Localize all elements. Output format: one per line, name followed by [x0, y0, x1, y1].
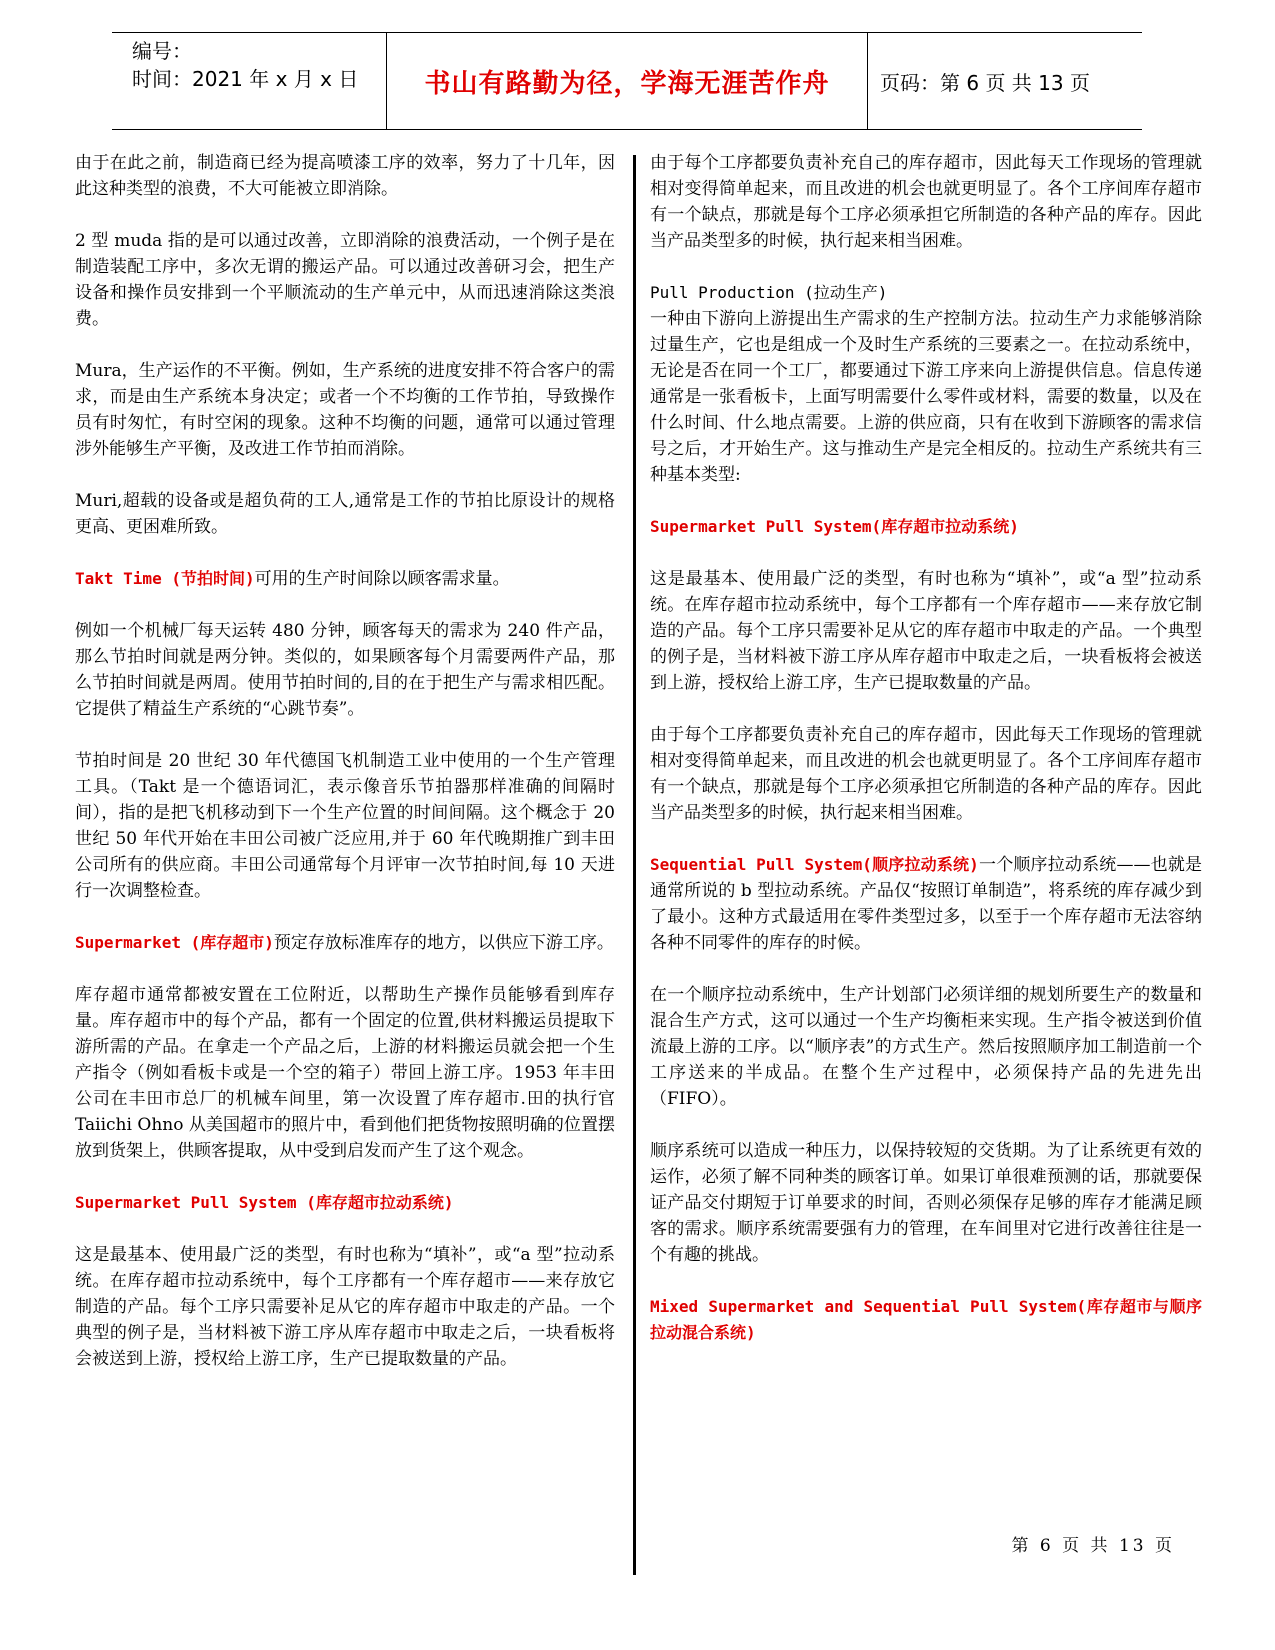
paragraph: 库存超市通常都被安置在工位附近，以帮助生产操作员能够看到库存量。库存超市中的每个产品，都有一个固定的位置,供材料搬运员提取下游所需的产品。在拿走一个产品之后，上游的材料搬运员就会把一个生产指令（例如看板卡或是一个空的箱子）带回上游工序。1953 年丰田公司在丰田市总厂的机械车间里，第一次设置了库存超市.田的执行官 Taiichi Ohno 从美国超市的照片中，看到他们把货物按照明确的位置摆放到货架上，供顾客提取，从中受到启发而产生了这个观念。 [75, 985, 615, 1161]
paragraph: 例如一个机械厂每天运转 480 分钟，顾客每天的需求为 240 件产品，那么节拍时间就是两分钟。类似的，如果顾客每个月需要两件产品，那么节拍时间就是两周。使用节拍时间的,目的在于把生产与需求相匹配。它提供了精益生产系统的“心跳节奏”。 [75, 621, 615, 719]
page-footer: 第 6 页 共 13 页 [1011, 1536, 1175, 1556]
paragraph: Muri,超载的设备或是超负荷的工人,通常是工作的节拍比原设计的规格更高、更困难所致。 [75, 491, 615, 537]
paragraph [650, 852, 1202, 956]
header-meta [112, 33, 386, 129]
header-page-cell [868, 33, 1142, 129]
header-time: 时间：2021 年 x 月 x 日 [132, 67, 359, 91]
paragraph: 由于在此之前，制造商已经为提高喷漆工序的效率，努力了十几年，因此这种类型的浪费，不大可能被立即消除。 [75, 153, 615, 199]
paragraph: 节拍时间是 20 世纪 30 年代德国飞机制造工业中使用的一个生产管理工具。（Takt 是一个德语词汇，表示像音乐节拍器那样准确的间隔时间），指的是把飞机移动到下一个生产位置的时间间隔。这个概念于 20 世纪 50 年代开始在丰田公司被广泛应用,并于 60 年代晚期推广到丰田公司所有的供应商。丰田公司通常每个月评审一次节拍时间,每 10 天进行一次调整检查。 [75, 751, 615, 901]
term-supermarket-pull-system: Supermarket Pull System(库存超市拉动系统) [650, 517, 1019, 536]
paragraph [650, 514, 1202, 540]
paragraph [75, 566, 615, 592]
paragraph [75, 930, 615, 956]
paragraph: 由于每个工序都要负责补充自己的库存超市，因此每天工作现场的管理就相对变得简单起来，而且改进的机会也就更明显了。各个工序间库存超市有一个缺点，那就是每个工序必须承担它所制造的各种产品的库存。因此当产品类型多的时候，执行起来相当困难。 [650, 153, 1202, 251]
header-number: 编号： [132, 39, 192, 63]
term-sequential-pull-system: Sequential Pull System(顺序拉动系统) [650, 855, 979, 874]
header-motto-cell [386, 33, 868, 129]
term-definition: 一个顺序拉动系统——也就是通常所说的 b 型拉动系统。产品仅“按照订单制造”，将系统的库存减少到了最小。这种方式最适用在零件类型过多，以至于一个库存超市无法容纳各种不同零件的库存的时候。 [650, 855, 1202, 953]
paragraph: 这是最基本、使用最广泛的类型，有时也称为“填补”，或“a 型”拉动系统。在库存超市拉动系统中，每个工序都有一个库存超市——来存放它制造的产品。每个工序只需要补足从它的库存超市中取走的产品。一个典型的例子是，当材料被下游工序从库存超市中取走之后，一块看板将会被送到上游，授权给上游工序，生产已提取数量的产品。 [75, 1245, 615, 1369]
paragraph [650, 1294, 1202, 1346]
paragraph: 顺序系统可以造成一种压力，以保持较短的交货期。为了让系统更有效的运作，必须了解不同种类的顾客订单。如果订单很难预测的话，那就要保证产品交付期短于订单要求的时间，否则必须保存足够的库存才能满足顾客的需求。顺序系统需要强有力的管理，在车间里对它进行改善往往是一个有趣的挑战。 [650, 1141, 1202, 1265]
term-definition: 可用的生产时间除以顾客需求量。 [254, 569, 510, 589]
header-page-number: 页码：第 6 页 共 13 页 [880, 70, 1090, 95]
paragraph: 这是最基本、使用最广泛的类型，有时也称为“填补”，或“a 型”拉动系统。在库存超市拉动系统中，每个工序都有一个库存超市——来存放它制造的产品。每个工序只需要补足从它的库存超市中取走的产品。一个典型的例子是，当材料被下游工序从库存超市中取走之后，一块看板将会被送到上游，授权给上游工序，生产已提取数量的产品。 [650, 569, 1202, 693]
paragraph [75, 1190, 615, 1216]
term-definition: 预定存放标准库存的地方，以供应下游工序。 [273, 933, 614, 953]
paragraph: 在一个顺序拉动系统中，生产计划部门必须详细的规划所要生产的数量和混合生产方式，这可以通过一个生产均衡柜来实现。生产指令被送到价值流最上游的工序。以“顺序表”的方式生产。然后按照顺序加工制造前一个工序送来的半成品。在整个生产过程中，必须保持产品的先进先出（FIFO）。 [650, 985, 1202, 1109]
term-pull-production: Pull Production (拉动生产) [650, 283, 888, 302]
paragraph: Mura，生产运作的不平衡。例如，生产系统的进度安排不符合客户的需求，而是由生产系统本身决定；或者一个不均衡的工作节拍，导致操作员有时匆忙，有时空闲的现象。这种不均衡的问题，通常可以通过管理涉外能够生产平衡，及改进工作节拍而消除。 [75, 361, 615, 459]
term-mixed-pull-system: Mixed Supermarket and Sequential Pull System(库存超市与顺序拉动混合系统) [650, 1297, 1202, 1342]
paragraph: 由于每个工序都要负责补充自己的库存超市，因此每天工作现场的管理就相对变得简单起来，而且改进的机会也就更明显了。各个工序间库存超市有一个缺点，那就是每个工序必须承担它所制造的各种产品的库存。因此当产品类型多的时候，执行起来相当困难。 [650, 725, 1202, 823]
column-divider [633, 155, 636, 1575]
term-supermarket: Supermarket (库存超市) [75, 933, 274, 952]
paragraph: 一种由下游向上游提出生产需求的生产控制方法。拉动生产力求能够消除过量生产，它也是组成一个及时生产系统的三要素之一。在拉动系统中，无论是否在同一个工厂，都要通过下游工序来向上游提供信息。信息传递通常是一张看板卡，上面写明需要什么零件或材料，需要的数量，以及在什么时间、什么地点需要。上游的供应商，只有在收到下游顾客的需求信号之后，才开始生产。这与推动生产是完全相反的。拉动生产系统共有三种基本类型: [650, 309, 1202, 485]
left-column [75, 150, 615, 1372]
paragraph: 2 型 muda 指的是可以通过改善，立即消除的浪费活动，一个例子是在制造装配工序中，多次无谓的搬运产品。可以通过改善研习会，把生产设备和操作员安排到一个平顺流动的生产单元中，从而迅速消除这类浪费。 [75, 231, 615, 329]
term-takt-time: Takt Time (节拍时间) [75, 569, 255, 588]
header-motto: 书山有路勤为径，学海无涯苦作舟 [424, 68, 830, 99]
page-header [112, 32, 1142, 130]
term-supermarket-pull-system: Supermarket Pull System (库存超市拉动系统) [75, 1193, 454, 1212]
right-column [650, 150, 1202, 1346]
